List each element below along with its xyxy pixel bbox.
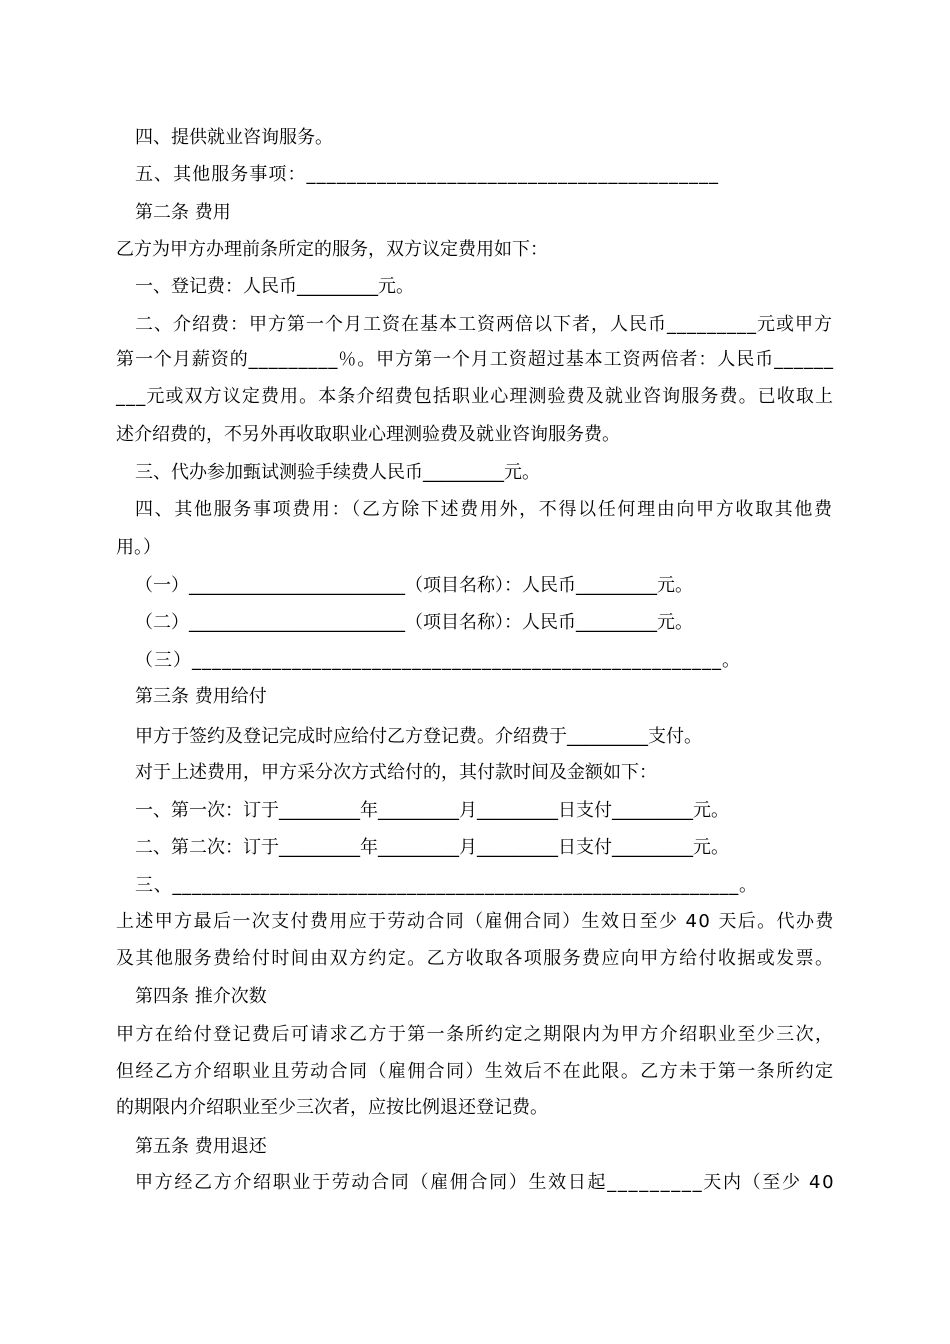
document-line: 甲方经乙方介绍职业于劳动合同（雇佣合同）生效日起_________天内（至少 40 xyxy=(135,1172,836,1193)
document-line: 及其他服务费给付时间由双方约定。乙方收取各项服务费应向甲方给付收据或发票。 xyxy=(116,948,835,969)
document-line: 对于上述费用，甲方采分次方式给付的，其付款时间及金额如下： xyxy=(135,762,657,783)
document-line: 的期限内介绍职业至少三次者，应按比例退还登记费。 xyxy=(116,1097,548,1118)
document-line: 第三条 费用给付 xyxy=(135,686,267,707)
document-line: （一）________________________（项目名称）：人民币_________元。 xyxy=(135,575,693,596)
document-line: 二、第二次：订于_________年_________月_________日支付_________元。 xyxy=(135,837,729,858)
document-line: 甲方在给付登记费后可请求乙方于第一条所约定之期限内为甲方介绍职业至少三次， xyxy=(116,1024,835,1045)
document-line: 三、代办参加甄试测验手续费人民币_________元。 xyxy=(135,462,540,483)
document-line: 三、__________________________________________________________。 xyxy=(135,875,758,896)
document-line: 四、提供就业咨询服务。 xyxy=(135,127,333,148)
document-line: ___元或双方议定费用。本条介绍费包括职业心理测验费及就业咨询服务费。已收取上 xyxy=(116,386,835,407)
document-line: 第四条 推介次数 xyxy=(135,986,267,1007)
document-line: 一、登记费：人民币_________元。 xyxy=(135,276,414,297)
document-line: 第五条 费用退还 xyxy=(135,1136,267,1157)
document-line: 四、其他服务事项费用：（乙方除下述费用外，不得以任何理由向甲方收取其他费 xyxy=(135,499,834,520)
document-line: 述介绍费的，不另外再收取职业心理测验费及就业咨询服务费。 xyxy=(116,424,620,445)
document-line: 乙方为甲方办理前条所定的服务，双方议定费用如下： xyxy=(116,239,548,260)
document-line: 甲方于签约及登记完成时应给付乙方登记费。介绍费于_________支付。 xyxy=(135,726,702,747)
document-line: （二）________________________（项目名称）：人民币_________元。 xyxy=(135,612,693,633)
document-line: 但经乙方介绍职业且劳动合同（雇佣合同）生效后不在此限。乙方未于第一条所约定 xyxy=(116,1061,835,1082)
document-line: 一、第一次：订于_________年_________月_________日支付_________元。 xyxy=(135,800,729,821)
document-line: 五、其他服务事项：_________________________________________ xyxy=(135,164,720,185)
document-line: 上述甲方最后一次支付费用应于劳动合同（雇佣合同）生效日至少 40 天后。代办费 xyxy=(116,911,835,932)
document-line: 用。） xyxy=(116,537,161,558)
document-line: 二、介绍费：甲方第一个月工资在基本工资两倍以下者，人民币_________元或甲方 xyxy=(135,314,833,335)
document-line: 第二条 费用 xyxy=(135,202,231,223)
document-line: 第一个月薪资的_________％。甲方第一个月工资超过基本工资两倍者：人民币______ xyxy=(116,349,834,370)
document-line: （三）_____________________________________________________。 xyxy=(135,650,741,671)
